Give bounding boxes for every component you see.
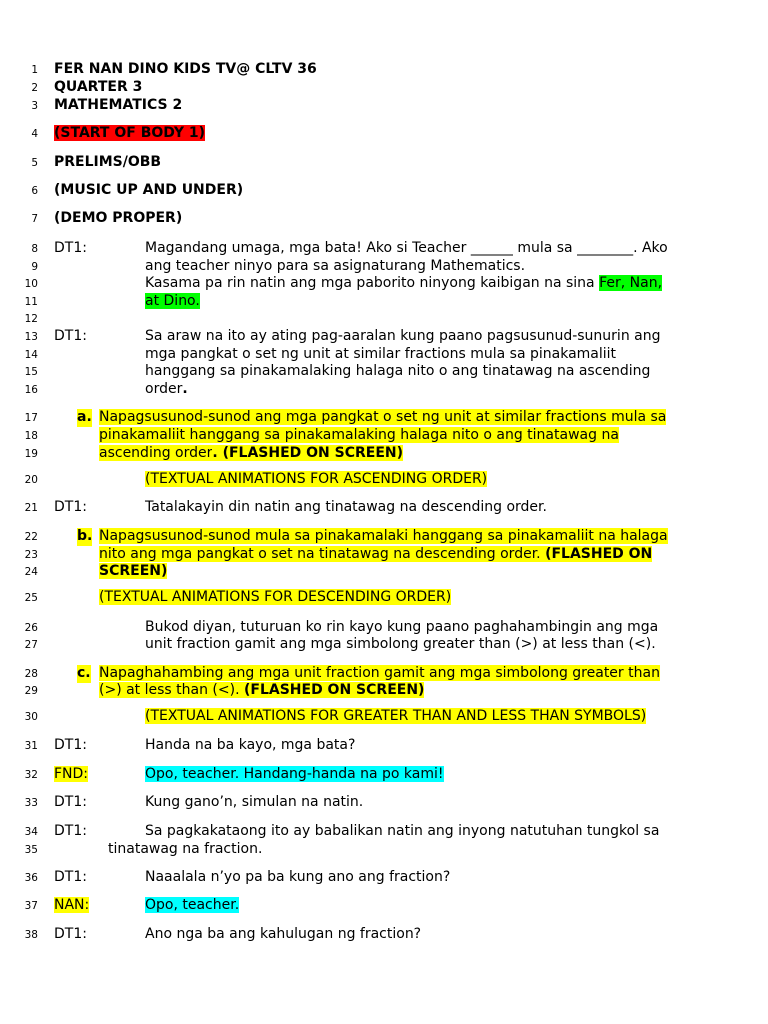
dialogue-line: Handa na ba kayo, mga bata?: [145, 737, 356, 753]
speaker-dt1: DT1:: [54, 869, 87, 885]
item-a-label: a.: [77, 409, 92, 425]
line-number: 5: [31, 157, 38, 169]
character-names-highlight: at Dino.: [145, 293, 200, 309]
dialogue-line: Naaalala n’yo pa ba kung ano ang fraction?: [145, 869, 451, 885]
dialogue-line: order: [145, 381, 183, 397]
line-number: 29: [24, 685, 38, 697]
dialogue-line: tinatawag na fraction.: [108, 841, 263, 857]
nan-reply: Opo, teacher.: [145, 897, 240, 913]
item-c-label: c.: [77, 665, 91, 681]
dialogue-line: Tatalakayin din natin ang tinatawag na descending order.: [145, 499, 547, 515]
item-b-text: nito ang mga pangkat o set na tinatawag na descending order.: [99, 546, 546, 562]
line-number: 1: [31, 64, 38, 76]
line-number: 16: [24, 384, 38, 396]
line-number: 6: [31, 185, 38, 197]
line-number: 11: [24, 296, 38, 308]
flashed-cue: (FLASHED ON SCREEN): [243, 682, 425, 698]
line-number: 4: [31, 128, 38, 140]
dialogue-line: Kasama pa rin natin ang mga paborito ninyong kaibigan na sina: [145, 275, 600, 291]
dialogue-line: mga pangkat o set ng unit at similar fractions mula sa pinakamaliit: [145, 346, 617, 362]
demo-cue: (DEMO PROPER): [54, 210, 183, 226]
line-number: 14: [24, 349, 38, 361]
dialogue-line: unit fraction gamit ang mga simbolong greater than (>) at less than (<).: [145, 636, 656, 652]
line-number: 33: [24, 797, 38, 809]
speaker-dt1: DT1:: [54, 328, 87, 344]
item-b-label: b.: [77, 528, 93, 544]
speaker-fnd: FND:: [54, 766, 89, 782]
line-number: 30: [24, 711, 38, 723]
line-number: 27: [24, 639, 38, 651]
line-number: 17: [24, 412, 38, 424]
speaker-dt1: DT1:: [54, 499, 87, 515]
line-number: 9: [31, 261, 38, 273]
line-number: 36: [24, 872, 38, 884]
item-a-text: Napagsusunod-sunod ang mga pangkat o set ng unit at similar fractions mula sa: [99, 409, 667, 425]
line-number: 8: [31, 243, 38, 255]
speaker-dt1: DT1:: [54, 794, 87, 810]
speaker-dt1: DT1:: [54, 823, 87, 839]
dialogue-line: Bukod diyan, tuturuan ko rin kayo kung paano paghahambingin ang mga: [145, 619, 659, 635]
script-title: FER NAN DINO KIDS TV@ CLTV 36: [54, 61, 317, 77]
dialogue-line: hanggang sa pinakamalaking halaga nito o ang tinatawag na ascending: [145, 363, 651, 379]
item-c-text: Napaghahambing ang mga unit fraction gamit ang mga simbolong greater than: [99, 665, 660, 681]
animation-cue-symbols: (TEXTUAL ANIMATIONS FOR GREATER THAN AND LESS THAN SYMBOLS): [145, 708, 647, 724]
speaker-dt1: DT1:: [54, 737, 87, 753]
dialogue-line: Ano nga ba ang kahulugan ng fraction?: [145, 926, 422, 942]
line-number: 12: [24, 313, 38, 325]
dialogue-line: Magandang umaga, mga bata! Ako si Teacher ______ mula sa ________. Ako: [145, 240, 668, 256]
character-names-highlight: Fer, Nan,: [599, 275, 663, 291]
line-number: 18: [24, 430, 38, 442]
item-a-text: pinakamaliit hanggang sa pinakamalaking halaga nito o ang tinatawag na: [99, 427, 619, 443]
line-number: 34: [24, 826, 38, 838]
dialogue-line: Sa pagkakataong ito ay babalikan natin ang inyong natutuhan tungkol sa: [145, 823, 660, 839]
line-number: 3: [31, 100, 38, 112]
line-number: 32: [24, 769, 38, 781]
line-number: 22: [24, 531, 38, 543]
dialogue-period: .: [182, 381, 188, 397]
item-c-text: (>) at less than (<).: [99, 682, 244, 698]
animation-cue-ascending: (TEXTUAL ANIMATIONS FOR ASCENDING ORDER): [145, 471, 488, 487]
start-body-cue: (START OF BODY 1): [54, 125, 206, 141]
dialogue-line: Kung gano’n, simulan na natin.: [145, 794, 364, 810]
line-number: 23: [24, 549, 38, 561]
line-number: 21: [24, 502, 38, 514]
line-number: 35: [24, 844, 38, 856]
line-number: 19: [24, 448, 38, 460]
speaker-dt1: DT1:: [54, 926, 87, 942]
line-number: 24: [24, 566, 38, 578]
line-number: 38: [24, 929, 38, 941]
line-number: 37: [24, 900, 38, 912]
line-number: 28: [24, 668, 38, 680]
quarter-label: QUARTER 3: [54, 79, 143, 95]
dialogue-line: ang teacher ninyo para sa asignaturang Mathematics.: [145, 258, 526, 274]
speaker-nan: NAN:: [54, 897, 90, 913]
prelims-cue: PRELIMS/OBB: [54, 154, 162, 170]
speaker-dt1: DT1:: [54, 240, 87, 256]
music-cue: (MUSIC UP AND UNDER): [54, 182, 244, 198]
line-number: 20: [24, 474, 38, 486]
flashed-cue: . (FLASHED ON SCREEN): [212, 445, 404, 461]
animation-cue-descending: (TEXTUAL ANIMATIONS FOR DESCENDING ORDER): [99, 589, 452, 605]
line-number: 7: [31, 213, 38, 225]
line-number: 15: [24, 366, 38, 378]
fnd-reply: Opo, teacher. Handang-handa na po kami!: [145, 766, 444, 782]
line-number: 2: [31, 82, 38, 94]
subject-label: MATHEMATICS 2: [54, 97, 183, 113]
line-number: 26: [24, 622, 38, 634]
item-b-text: Napagsusunod-sunod mula sa pinakamalaki hanggang sa pinakamaliit na halaga: [99, 528, 668, 544]
line-number: 31: [24, 740, 38, 752]
item-a-text: ascending order: [99, 445, 213, 461]
flashed-cue: (FLASHED ON: [545, 546, 653, 562]
line-number: 25: [24, 592, 38, 604]
line-number: 10: [24, 278, 38, 290]
dialogue-line: Sa araw na ito ay ating pag-aaralan kung paano pagsusunud-sunurin ang: [145, 328, 661, 344]
line-number: 13: [24, 331, 38, 343]
flashed-cue: SCREEN): [99, 563, 168, 579]
